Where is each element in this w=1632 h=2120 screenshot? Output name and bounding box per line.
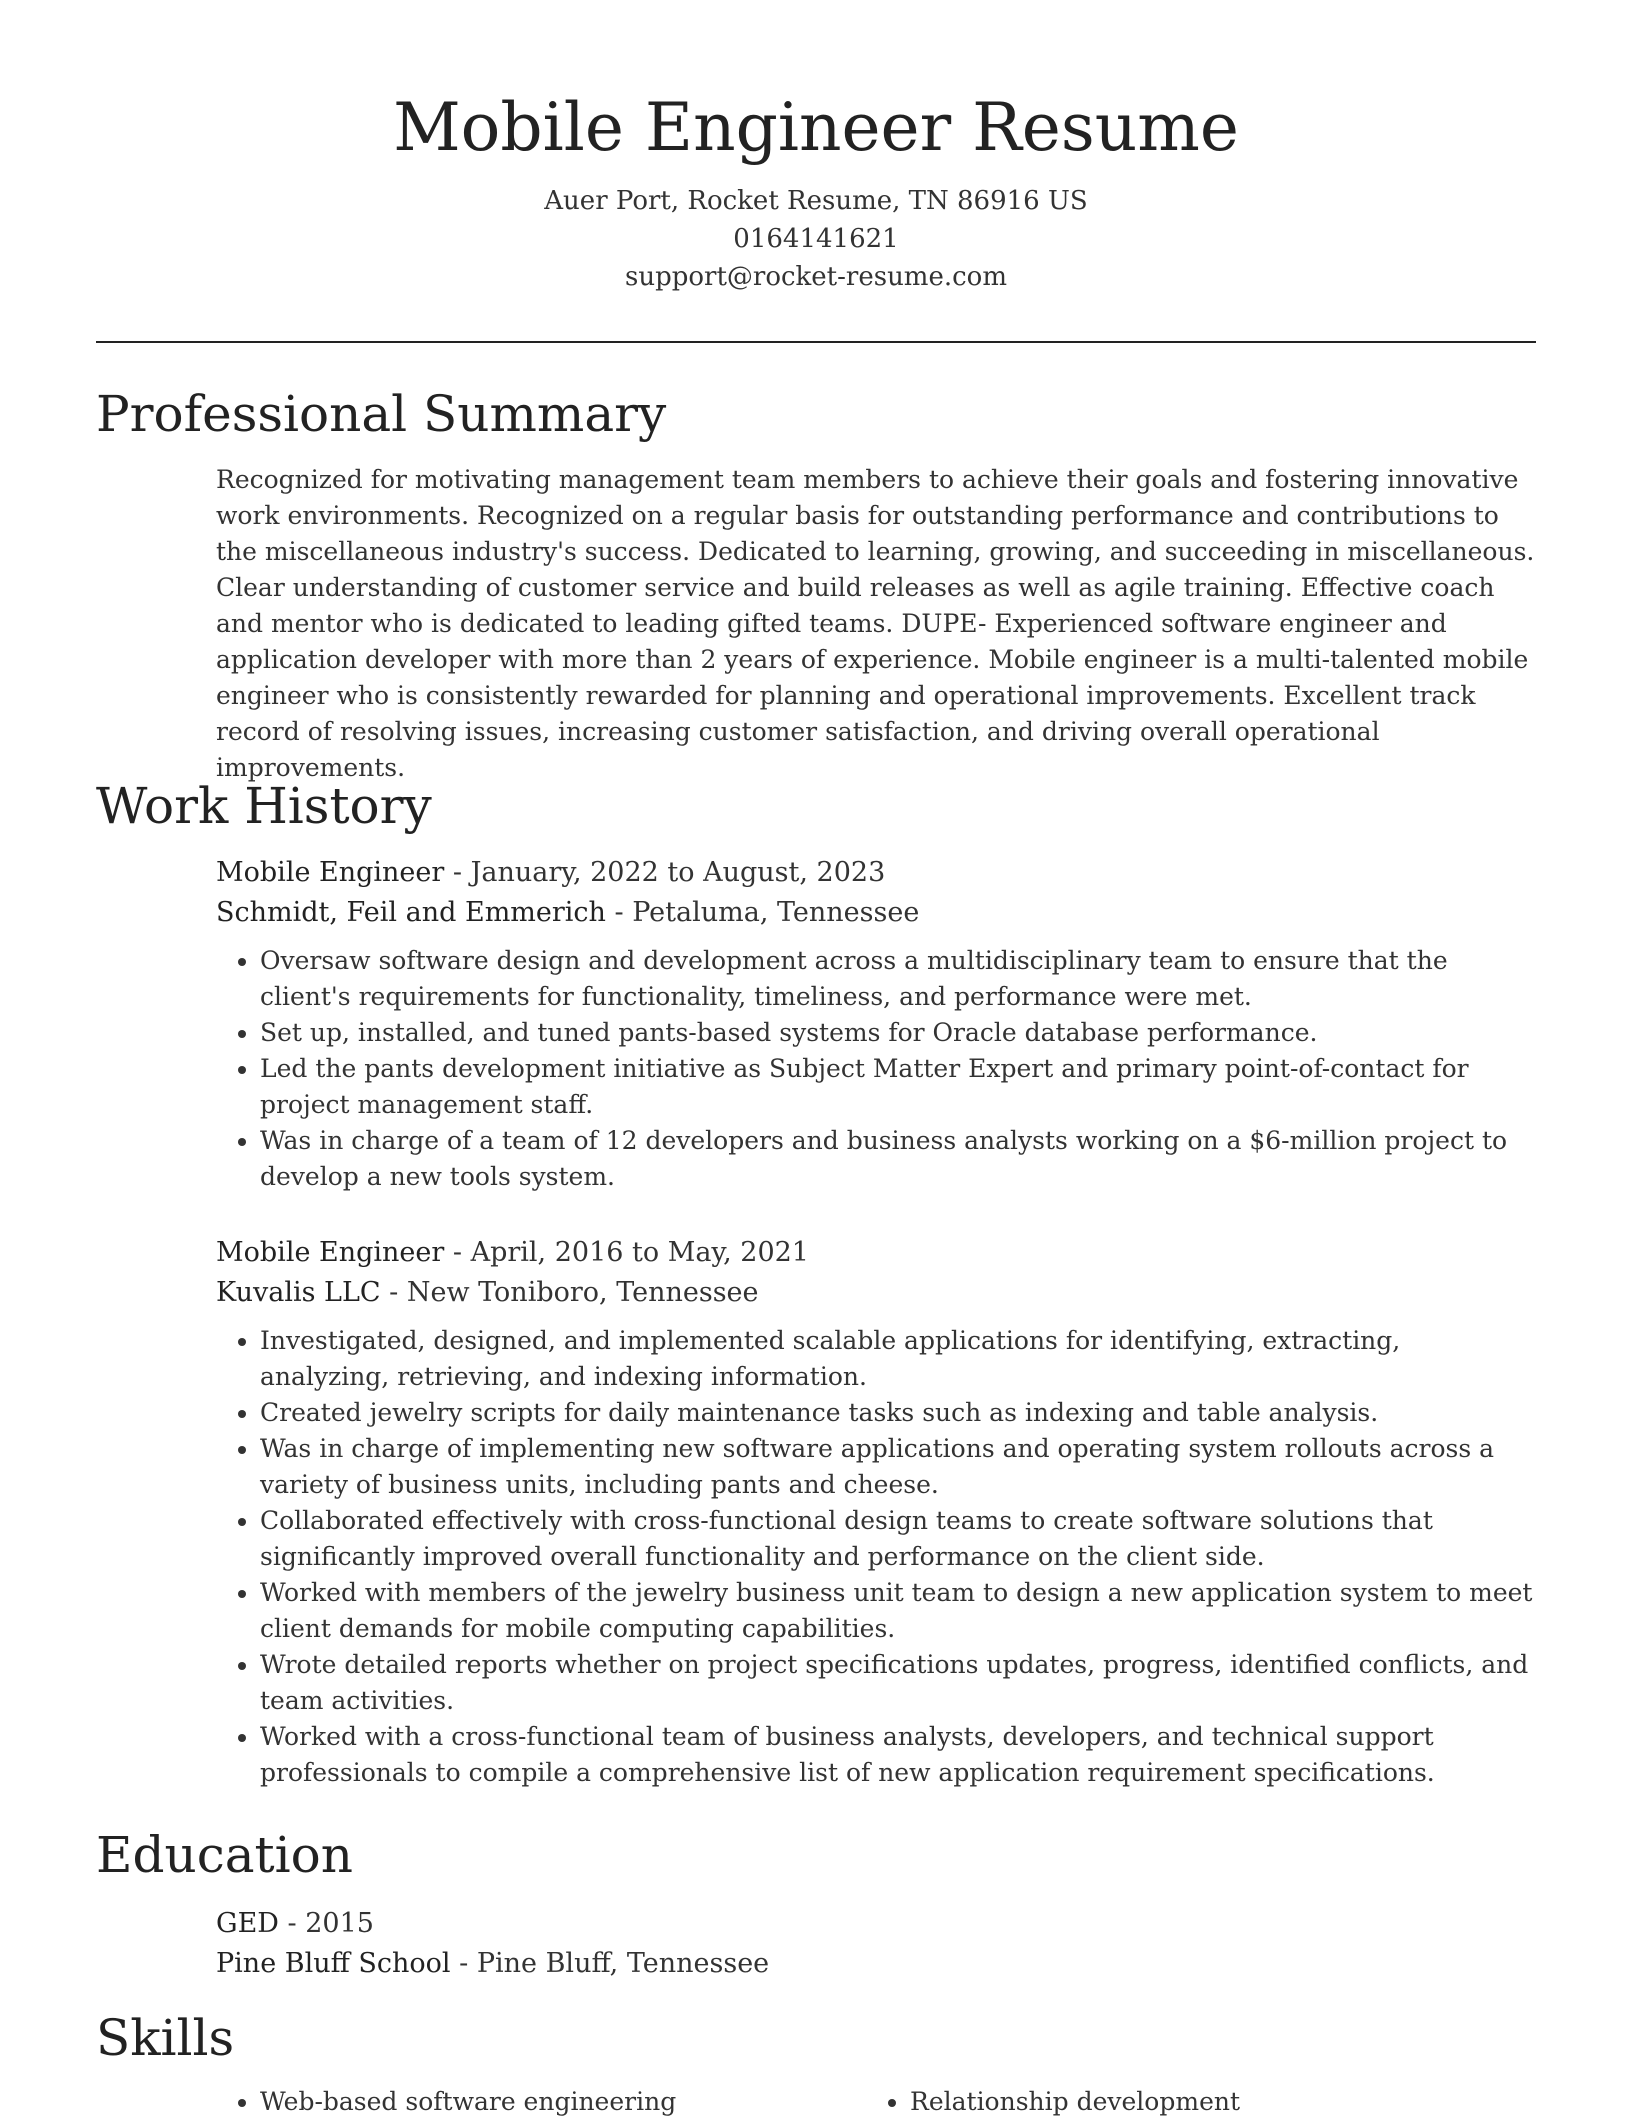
education-location: - Pine Bluff, Tennessee: [450, 1948, 770, 1979]
resume-header: [96, 88, 1536, 296]
job-role: Mobile Engineer: [216, 1237, 445, 1268]
job-title-line: [216, 853, 1536, 893]
section-title-summary: Professional Summary: [96, 385, 667, 443]
contact-info: [96, 182, 1536, 296]
skills-list-left: [216, 2084, 860, 2120]
job-bullet: • Set up, installed, and tuned pants-based systems for Oracle database performance.: [260, 1015, 1536, 1051]
job-company: Kuvalis LLC: [216, 1277, 381, 1308]
job-company-line: [216, 893, 1536, 933]
job-location: - Petaluma, Tennessee: [605, 897, 920, 928]
job-bullet: • Was in charge of a team of 12 developers and business analysts working on a $6-million project to develop a new tools system.: [260, 1123, 1536, 1195]
job-bullet: • Led the pants development initiative as Subject Matter Expert and primary point-of-contact for project management staff.: [260, 1051, 1536, 1123]
skill-item: • Web-based software engineering: [260, 2084, 860, 2120]
job-bullet-list: [216, 943, 1536, 1195]
job-bullet: • Investigated, designed, and implemented scalable applications for identifying, extracting, analyzing, retrieving, and indexing information.: [260, 1323, 1536, 1395]
section-title-skills: Skills: [96, 2009, 235, 2067]
job-company-line: [216, 1273, 1536, 1313]
skills-list-right: [866, 2084, 1510, 2120]
job-bullet: • Oversaw software design and development across a multidisciplinary team to ensure that the client's requirements for functionality, timeliness, and performance were met.: [260, 943, 1536, 1015]
job-entry: [216, 853, 1536, 1195]
job-bullet: • Created jewelry scripts for daily maintenance tasks such as indexing and table analysis.: [260, 1395, 1536, 1431]
contact-phone: 0164141621: [733, 224, 899, 254]
job-bullet: • Wrote detailed reports whether on project specifications updates, progress, identified conflicts, and team activities.: [260, 1647, 1536, 1719]
skill-item: • Relationship development: [910, 2084, 1510, 2120]
job-role: Mobile Engineer: [216, 857, 445, 888]
section-title-work-history: Work History: [96, 777, 432, 835]
education-entry: [216, 1904, 1536, 1984]
job-bullet: • Was in charge of implementing new software applications and operating system rollouts across a variety of business units, including pants and cheese.: [260, 1431, 1536, 1503]
job-location: - New Toniboro, Tennessee: [380, 1277, 759, 1308]
job-bullet-list: [216, 1323, 1536, 1791]
job-entry: [216, 1233, 1536, 1791]
job-title-line: [216, 1233, 1536, 1273]
education-year: - 2015: [278, 1908, 374, 1939]
education-degree-line: [216, 1904, 1536, 1944]
education-degree: GED: [216, 1908, 279, 1939]
job-bullet: • Worked with members of the jewelry business unit team to design a new application system to meet client demands for mobile computing capabilities.: [260, 1575, 1536, 1647]
header-divider: [96, 341, 1536, 343]
education-school: Pine Bluff School: [216, 1948, 451, 1979]
job-bullet: • Worked with a cross-functional team of business analysts, developers, and technical support professionals to compile a comprehensive list of new application requirement specifications.: [260, 1719, 1536, 1791]
summary-text: Recognized for motivating management team members to achieve their goals and fostering innovative work environments. Recognized on a regular basis for outstanding performance and contributions to the miscellaneous industry's success. Dedicated to learning, growing, and succeeding in miscellaneous. Clear understanding of customer service and build releases as well as agile training. Effective coach and mentor who is dedicated to leading gifted teams. DUPE- Experienced software engineer and application developer with more than 2 years of experience. Mobile engineer is a multi-talented mobile engineer who is consistently rewarded for planning and operational improvements. Excellent track record of resolving issues, increasing customer satisfaction, and driving overall operational improvements.: [216, 465, 1535, 782]
job-bullet: • Collaborated effectively with cross-functional design teams to create software solutions that significantly improved overall functionality and performance on the client side.: [260, 1503, 1536, 1575]
section-title-education: Education: [96, 1826, 353, 1884]
contact-email: support@rocket-resume.com: [624, 262, 1007, 292]
education-school-line: [216, 1944, 1536, 1984]
job-dates: - January, 2022 to August, 2023: [444, 857, 886, 888]
contact-address: Auer Port, Rocket Resume, TN 86916 US: [544, 186, 1088, 216]
resume-title: Mobile Engineer Resume: [393, 89, 1239, 166]
job-company: Schmidt, Feil and Emmerich: [216, 897, 606, 928]
summary-block: [216, 462, 1536, 786]
job-dates: - April, 2016 to May, 2021: [444, 1237, 809, 1268]
